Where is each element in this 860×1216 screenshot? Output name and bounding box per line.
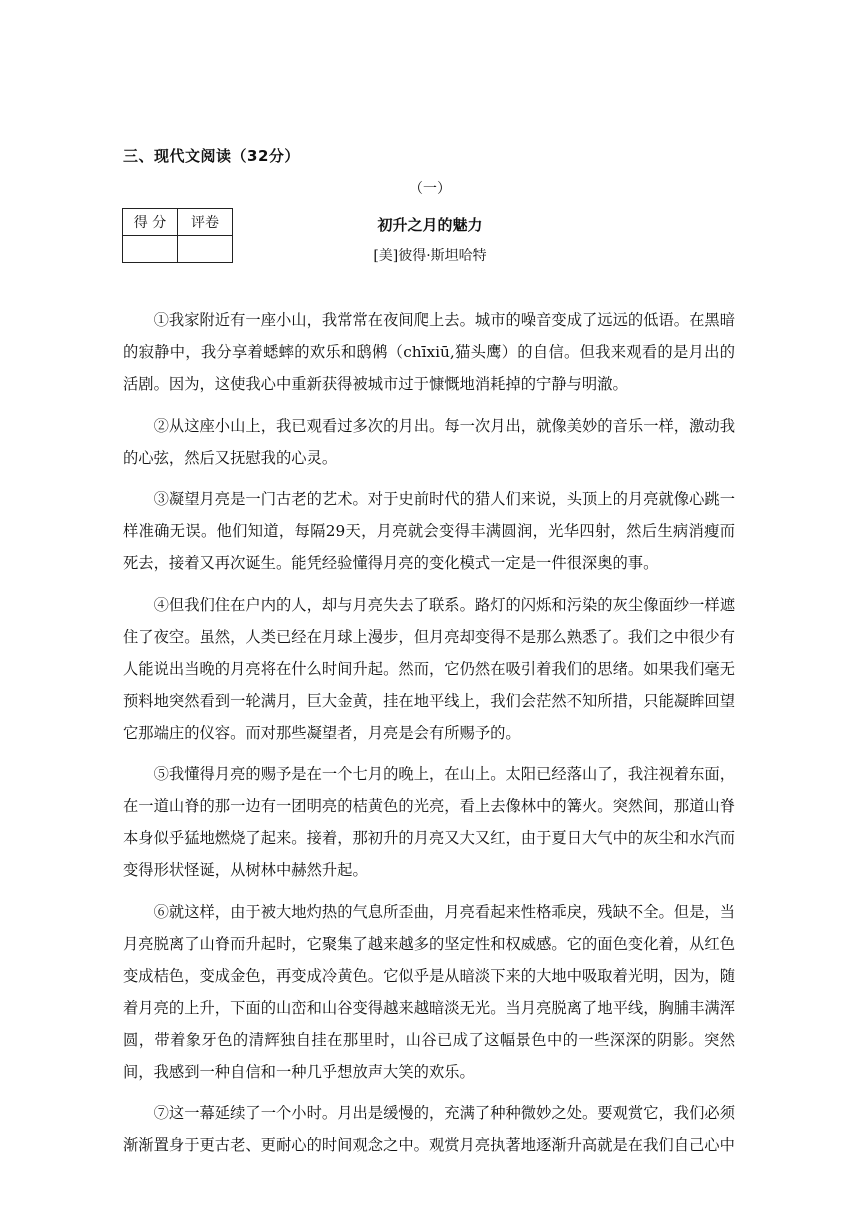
score-label: 得 分	[123, 209, 178, 236]
paragraph-3: ③凝望月亮是一门古老的艺术。对于史前时代的猎人们来说，头顶上的月亮就像心跳一样准确无误。他们知道，每隔29天，月亮就会变得丰满圆润，光华四射，然后生病消瘦而死去，接着又再次诞生。能凭经验懂得月亮的变化模式一定是一件很深奥的事。	[123, 490, 735, 572]
paragraph-6: ⑥就这样，由于被大地灼热的气息所歪曲，月亮看起来性格乖戾，残缺不全。但是，当月亮脱离了山脊而升起时，它聚集了越来越多的坚定性和权威感。它的面色变化着，从红色变成桔色，变成金色，再变成冷黄色。它似乎是从暗淡下来的大地中吸取着光明，因为，随着月亮的上升，下面的山峦和山谷变得越来越暗淡无光。当月亮脱离了地平线，胸脯丰满浑圆，带着象牙色的清辉独自挂在那里时，山谷已成了这幅景色中的一些深深的阴影。突然间，我感到一种自信和一种几乎想放声大笑的欢乐。	[123, 902, 735, 1081]
paragraph-5: ⑤我懂得月亮的赐予是在一个七月的晚上，在山上。太阳已经落山了，我注视着东面，在一道山脊的那一边有一团明亮的桔黄色的光亮，看上去像林中的篝火。突然间，那道山脊本身似乎猛地燃烧了起来。接着，那初升的月亮又大又红，由于夏日大气中的灰尘和水汽而变得形状怪诞，从树林中赫然升起。	[123, 765, 735, 879]
paragraph-7: ⑦这一幕延续了一个小时。月出是缓慢的，充满了种种微妙之处。要观赏它，我们必须渐渐置身于更古老、更耐心的时间观念之中。观赏月亮执著地逐渐升高就是在我们自己心中	[123, 1104, 735, 1154]
paragraph-4: ④但我们住在户内的人，却与月亮失去了联系。路灯的闪烁和污染的灰尘像面纱一样遮住了夜空。虽然，人类已经在月球上漫步，但月亮却变得不是那么熟悉了。我们之中很少有人能说出当晚的月亮将在什么时间升起。然而，它仍然在吸引着我们的思绪。如果我们毫无预料地突然看到一轮满月，巨大金黄，挂在地平线上，我们会茫然不知所措，只能凝眸回望它那端庄的仪容。而对那些凝望者，月亮是会有所赐予的。	[123, 595, 735, 742]
paragraph-1: ①我家附近有一座小山，我常常在夜间爬上去。城市的噪音变成了远远的低语。在黑暗的寂静中，我分享着蟋蟀的欢乐和鸱鸺（chīxiū,猫头鹰）的自信。但我来观看的是月出的活剧。因为，这使我心中重新获得被城市过于慷慨地消耗掉的宁静与明澈。	[123, 311, 735, 393]
grader-label: 评卷	[178, 209, 233, 236]
article-body	[123, 304, 735, 1171]
article-author: [美]彼得·斯坦哈特	[373, 248, 487, 264]
section-heading: 三、现代文阅读（32分）	[123, 147, 300, 165]
paragraph-2: ②从这座小山上，我已观看过多次的月出。每一次月出，就像美妙的音乐一样，激动我的心弦，然后又抚慰我的心灵。	[123, 416, 735, 467]
subsection-number: （一）	[409, 181, 451, 197]
article-title: 初升之月的魅力	[377, 216, 483, 234]
